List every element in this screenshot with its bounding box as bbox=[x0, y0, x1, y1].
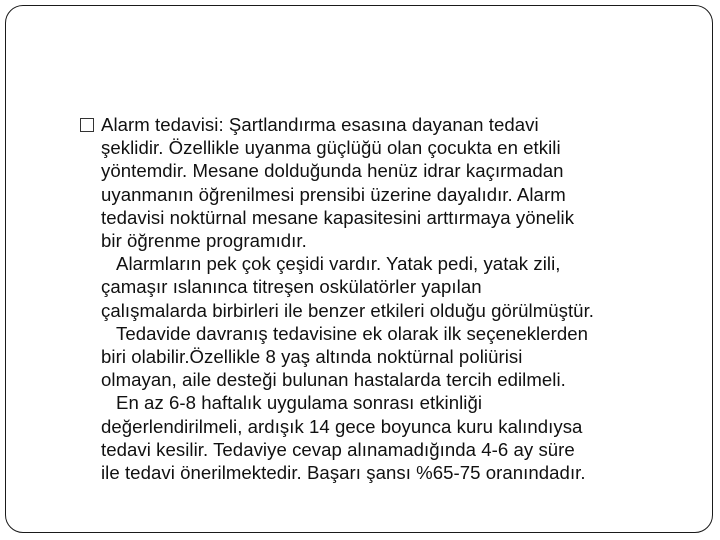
text-line: En az 6-8 haftalık uygulama sonrası etkinliği bbox=[116, 392, 483, 414]
text-line: tedavi kesilir. Tedaviye cevap alınamadığında 4-6 ay süre bbox=[101, 438, 575, 460]
text-line: çalışmalarda birbirleri ile benzer etkileri olduğu görülmüştür. bbox=[101, 299, 595, 321]
paragraph-duration bbox=[80, 391, 690, 484]
paragraph-alarm-treatment bbox=[80, 113, 690, 252]
bullet-item bbox=[80, 113, 690, 484]
text-line: uyanmanın öğrenilmesi prensibi üzerine dayalıdır. Alarm bbox=[101, 183, 566, 205]
text-line: Tedavide davranış tedavisine ek olarak ilk seçeneklerden bbox=[116, 322, 589, 344]
text-line: Alarmların pek çok çeşidi vardır. Yatak pedi, yatak zili, bbox=[116, 253, 561, 275]
text-line: ile tedavi önerilmektedir. Başarı şansı %65-75 oranındadır. bbox=[101, 462, 586, 484]
text-line: biri olabilir.Özellikle 8 yaş altında noktürnal poliürisi bbox=[101, 346, 523, 368]
text-line: şeklidir. Özellikle uyanma güçlüğü olan çocukta en etkili bbox=[101, 137, 561, 159]
slide-body bbox=[80, 113, 690, 484]
text-line: çamaşır ıslanınca titreşen oskülatörler yapılan bbox=[101, 276, 482, 298]
text-line: tedavisi noktürnal mesane kapasitesini arttırmaya yönelik bbox=[101, 206, 575, 228]
paragraph-first-option bbox=[80, 322, 690, 392]
paragraph-alarm-types bbox=[80, 252, 690, 322]
text-line: bir öğrenme programıdır. bbox=[101, 230, 307, 252]
bullet-square-icon bbox=[80, 118, 94, 132]
text-line: değerlendirilmeli, ardışık 14 gece boyunca kuru kalındıysa bbox=[101, 415, 583, 437]
text-line: Alarm tedavisi: Şartlandırma esasına dayanan tedavi bbox=[101, 114, 539, 135]
text-line: yöntemdir. Mesane dolduğunda henüz idrar kaçırmadan bbox=[101, 160, 564, 182]
text-line: olmayan, aile desteği bulunan hastalarda tercih edilmeli. bbox=[101, 369, 566, 391]
